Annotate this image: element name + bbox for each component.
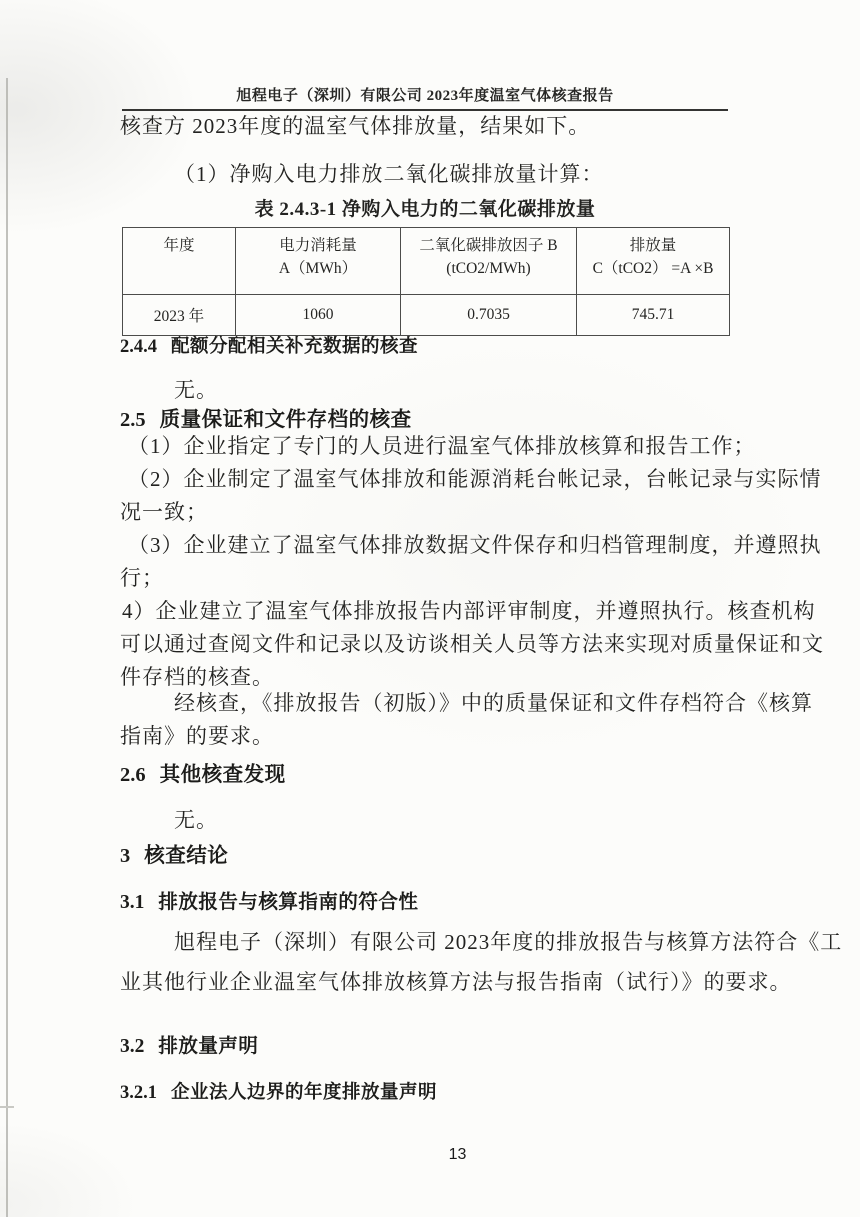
col-header-factor-line1: 二氧化碳排放因子 B xyxy=(419,237,558,254)
qa-line: （1）企业指定了专门的人员进行温室气体排放核算和报告工作； xyxy=(128,434,756,458)
section-2-5-list xyxy=(120,430,824,694)
heading-3-1 xyxy=(120,886,418,914)
qa-line: 况一致； xyxy=(120,500,208,524)
heading-3-2-number: 3.2 xyxy=(120,1036,145,1057)
conformity-line: 旭程电子（深圳）有限公司 2023年度的排放报告与核算方法符合《工 xyxy=(174,930,843,954)
col-header-emission-line2: C（tCO2） =A ×B xyxy=(592,260,714,277)
table-header-row xyxy=(123,228,730,295)
cell-emission: 745.71 xyxy=(577,295,730,336)
qa-line: 件存档的核查。 xyxy=(120,665,274,689)
cell-consumption: 1060 xyxy=(236,295,401,336)
heading-3-title: 核查结论 xyxy=(144,845,229,867)
section-3-1-paragraph xyxy=(120,922,842,1002)
cell-factor: 0.7035 xyxy=(401,295,577,336)
intro-paragraph: 核查方 2023年度的温室气体排放量，结果如下。 xyxy=(120,114,591,138)
heading-2-4-4 xyxy=(120,332,418,358)
qa-line: 4）企业建立了温室气体排放报告内部评审制度，并遵照执行。核查机构 xyxy=(122,599,816,623)
table-data-row xyxy=(123,295,730,336)
heading-3-2-title: 排放量声明 xyxy=(158,1036,259,1057)
conclusion-line: 经核查，《排放报告（初版）》中的质量保证和文件存档符合《核算 xyxy=(174,691,813,715)
table-caption: 表 2.4.3-1 净购入电力的二氧化碳排放量 xyxy=(254,199,596,220)
qa-line: （3）企业建立了温室气体排放数据文件保存和归档管理制度，并遵照执 xyxy=(128,533,822,557)
scan-scratch-artifact xyxy=(0,1106,14,1108)
col-header-factor-line2: (tCO2/MWh) xyxy=(446,260,531,277)
section-2-5-conclusion xyxy=(120,687,813,753)
emission-table xyxy=(122,227,730,336)
col-header-consumption-line2: A（MWh） xyxy=(278,260,358,277)
heading-2-5-number: 2.5 xyxy=(120,409,146,431)
heading-3 xyxy=(120,838,228,868)
col-header-year xyxy=(123,228,236,295)
heading-3-2 xyxy=(120,1030,258,1058)
col-header-consumption-line1: 电力消耗量 xyxy=(279,237,357,254)
heading-2-6-number: 2.6 xyxy=(120,764,146,786)
conclusion-line: 指南》的要求。 xyxy=(120,724,274,748)
heading-3-2-1-number: 3.2.1 xyxy=(120,1083,157,1103)
heading-3-1-title: 排放报告与核算指南的符合性 xyxy=(158,892,419,913)
qa-line: 行； xyxy=(120,566,164,590)
col-header-consumption xyxy=(236,228,401,295)
heading-3-number: 3 xyxy=(120,845,131,867)
qa-line: 可以通过查阅文件和记录以及访谈相关人员等方法来实现对质量保证和文 xyxy=(120,632,824,656)
heading-2-6-title: 其他核查发现 xyxy=(159,764,286,786)
heading-3-2-1 xyxy=(120,1078,437,1104)
qa-line: （2）企业制定了温室气体排放和能源消耗台帐记录，台帐记录与实际情 xyxy=(128,467,822,491)
power-calc-lead-line: （1）净购入电力排放二氧化碳排放量计算： xyxy=(174,162,604,186)
heading-2-4-4-number: 2.4.4 xyxy=(120,337,157,357)
cell-year: 2023 年 xyxy=(123,295,236,336)
heading-2-5 xyxy=(120,402,412,432)
col-header-factor xyxy=(401,228,577,295)
section-2-4-4-body: 无。 xyxy=(174,378,218,402)
scan-edge-artifact xyxy=(6,78,8,1217)
heading-2-6 xyxy=(120,757,286,787)
running-header: 旭程电子（深圳）有限公司 2023年度温室气体核查报告 xyxy=(122,84,728,111)
section-2-6-body: 无。 xyxy=(174,808,218,832)
heading-2-4-4-title: 配额分配相关补充数据的核查 xyxy=(171,337,419,357)
col-header-emission-line1: 排放量 xyxy=(629,237,677,254)
heading-3-1-number: 3.1 xyxy=(120,892,145,913)
col-header-emission xyxy=(577,228,730,295)
conformity-line: 业其他行业企业温室气体排放核算方法与报告指南（试行）》的要求。 xyxy=(120,970,792,994)
heading-2-5-title: 质量保证和文件存档的核查 xyxy=(159,409,412,431)
page-number: 13 xyxy=(448,1146,467,1163)
col-header-year-line1: 年度 xyxy=(163,237,195,254)
heading-3-2-1-title: 企业法人边界的年度排放量声明 xyxy=(171,1083,438,1103)
